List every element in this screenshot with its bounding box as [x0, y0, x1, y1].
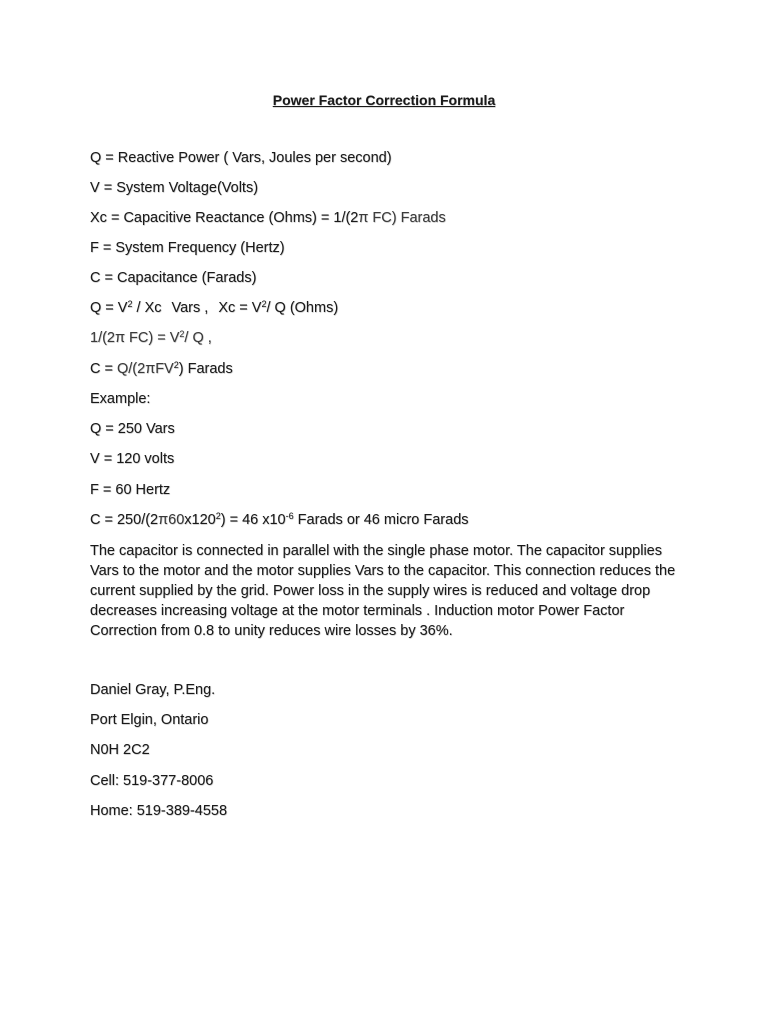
definition-reactive-power: Q = Reactive Power ( Vars, Joules per second): [90, 150, 392, 166]
contact-postal-code: N0H 2C2: [90, 742, 150, 758]
example-c: [90, 512, 469, 528]
formula-q-and-xc: [90, 300, 338, 316]
example-c-a: C = 250/(2: [90, 512, 159, 528]
inv-b: / Q ,: [184, 330, 212, 346]
xc-suffix: Farads: [396, 210, 446, 226]
definition-capacitance: C = Capacitance (Farads): [90, 270, 257, 286]
inv-superscript: 2: [179, 329, 185, 339]
example-c-b: π60: [158, 512, 185, 528]
definition-system-frequency: F = System Frequency (Hertz): [90, 240, 285, 256]
definition-capacitive-reactance: [90, 210, 446, 226]
document-title: Power Factor Correction Formula: [272, 92, 496, 108]
example-c-superscript-1: 2: [215, 511, 221, 521]
contact-home-phone: Home: 519-389-4558: [90, 803, 228, 819]
q-xc-d-superscript: 2: [261, 299, 267, 309]
c-b: Q/(2πFV: [117, 361, 174, 377]
contact-cell-phone: Cell: 519-377-8006: [90, 773, 214, 789]
explanation-paragraph: The capacitor is connected in parallel with the single phase motor. The capacitor supplies Vars to the motor and the motor supplies Vars to the capacitor. This connection reduces the current supplied by the grid. Power loss in the supply wires is reduced and voltage drop decreases increasing voltage at the motor terminals . Induction motor Power Factor Correction from 0.8 to unity reduces wire losses by 36%.: [90, 543, 676, 639]
c-a: C =: [90, 361, 117, 377]
example-c-d: ) = 46 x10: [220, 512, 286, 528]
q-xc-a: Q = V: [90, 300, 128, 316]
contact-name: Daniel Gray, P.Eng.: [90, 682, 216, 698]
formula-capacitance: [90, 361, 233, 377]
example-v: V = 120 volts: [90, 451, 175, 467]
example-label: Example:: [90, 391, 151, 407]
xc-prefix: Xc = Capacitive Reactance (Ohms) = 1/(2: [90, 210, 359, 226]
inv-a: 1/(2π FC) = V: [90, 330, 180, 346]
example-q: Q = 250 Vars: [90, 421, 175, 437]
c-superscript: 2: [173, 360, 179, 370]
example-c-e: Farads or 46 micro Farads: [293, 512, 469, 528]
q-xc-d: Xc = V: [218, 300, 262, 316]
q-xc-c: Vars ,: [171, 300, 209, 316]
example-c-superscript-2: -6: [285, 511, 294, 521]
example-c-c: x120: [184, 512, 216, 528]
formula-inverse: [90, 330, 212, 346]
q-xc-a-superscript: 2: [127, 299, 133, 309]
xc-pi: π FC): [358, 210, 397, 226]
example-f: F = 60 Hertz: [90, 482, 171, 498]
q-xc-b: / Xc: [132, 300, 162, 316]
c-c: ) Farads: [178, 361, 233, 377]
definition-system-voltage: V = System Voltage(Volts): [90, 180, 259, 196]
q-xc-e: / Q (Ohms): [266, 300, 339, 316]
contact-location: Port Elgin, Ontario: [90, 712, 209, 728]
